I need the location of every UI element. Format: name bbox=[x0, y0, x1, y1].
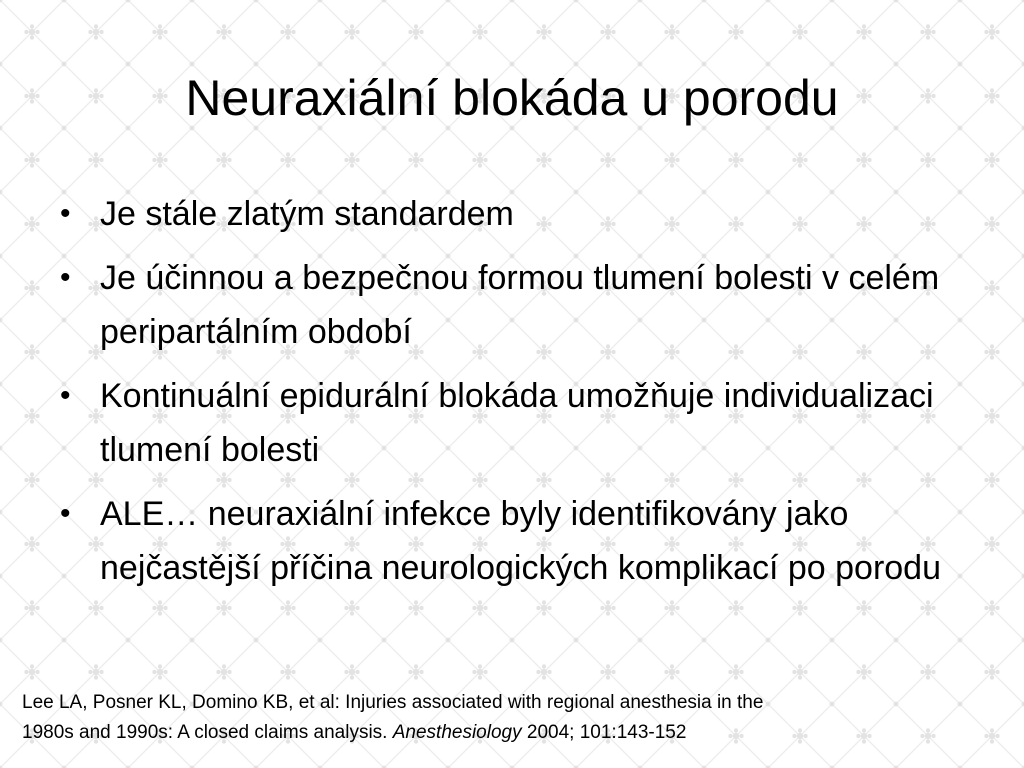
bullet-marker: • bbox=[60, 497, 71, 530]
slide-title: Neuraxiální blokáda u porodu bbox=[185, 70, 839, 126]
reference-title-end: 1980s and 1990s: A closed claims analysis. bbox=[22, 722, 393, 743]
bullet-item bbox=[56, 187, 956, 241]
bullet-text: Je účinnou a bezpečnou formou tlumení bolesti v celém peripartálním období bbox=[100, 259, 940, 351]
reference-volume-pages: 2004; 101:143-152 bbox=[521, 722, 687, 743]
bullet-item bbox=[56, 487, 956, 595]
bullet-text: ALE… neuraxiální infekce byly identifikovány jako nejčastější příčina neurologických komplikací po porodu bbox=[100, 495, 942, 587]
bullet-marker: • bbox=[60, 379, 71, 412]
reference-journal: Anesthesiology bbox=[392, 722, 522, 743]
bullet-marker: • bbox=[60, 197, 71, 230]
bullet-text: Je stále zlatým standardem bbox=[100, 195, 514, 233]
bullet-item bbox=[56, 369, 956, 477]
reference-authors-title: Lee LA, Posner KL, Domino KB, et al: Injuries associated with regional anesthesia in the bbox=[22, 692, 764, 713]
bullet-item bbox=[56, 251, 956, 359]
bullet-text: Kontinuální epidurální blokáda umožňuje individualizaci tlumení bolesti bbox=[100, 377, 934, 469]
bullet-list bbox=[56, 187, 956, 605]
bullet-marker: • bbox=[60, 261, 71, 294]
reference-citation bbox=[22, 688, 982, 748]
